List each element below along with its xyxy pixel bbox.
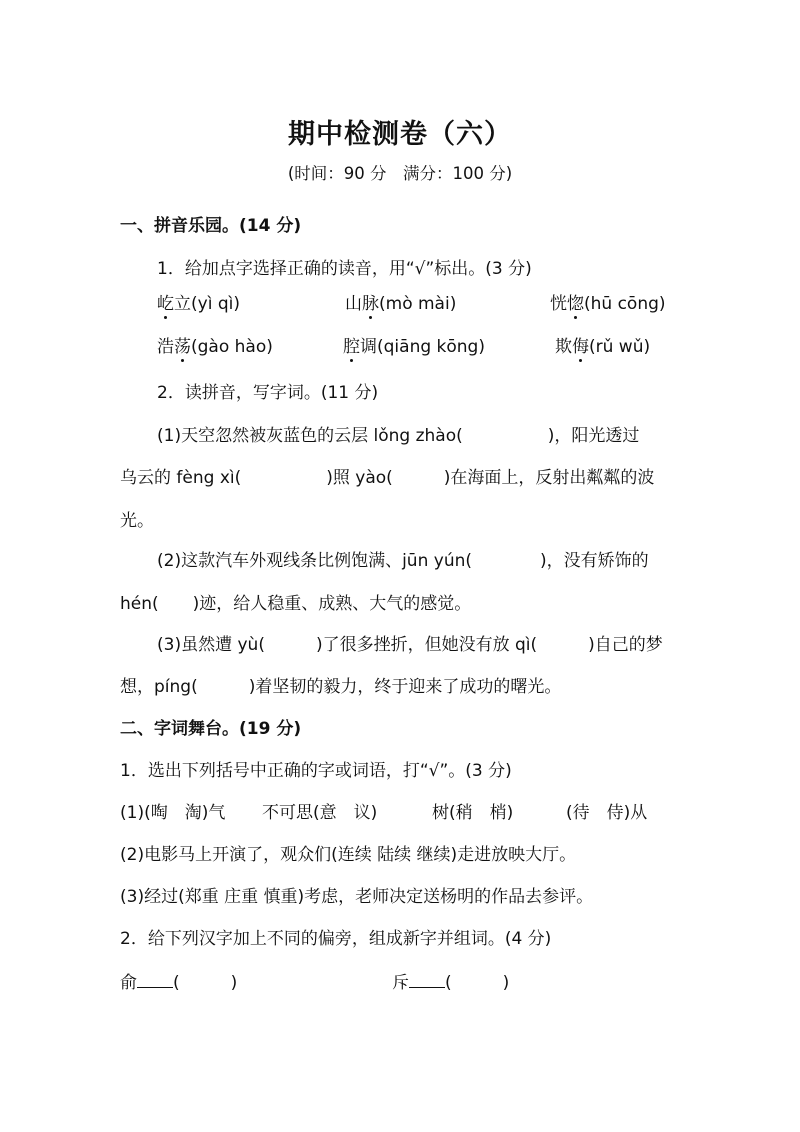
s2-q1-row3: (3)经过(郑重 庄重 慎重)考虑，老师决定送杨明的作品去参评。 xyxy=(120,887,594,907)
pinyin-options: (yì qì) xyxy=(191,294,240,314)
s1-q2-p3-line1: (3)虽然遭 yù( )了很多挫折，但她没有放 qì( )自己的梦 xyxy=(157,635,663,655)
dotted-char: 脉 xyxy=(362,294,379,314)
pinyin-item-1: 屹立(yì qì) xyxy=(157,294,240,314)
pinyin-item-5: 腔调(qiāng kōng) xyxy=(343,337,485,357)
pinyin-options: (rǔ wǔ) xyxy=(589,337,651,357)
s2-q1-item-1: (1)(啕 淘)气 xyxy=(120,803,226,823)
s2-q1-prompt: 1．选出下列括号中正确的字或词语，打“√”。(3 分) xyxy=(120,761,512,781)
pinyin-item-4: 浩荡(gào hào) xyxy=(157,337,273,357)
s2-q1-item-3: 树(稍 梢) xyxy=(432,803,514,823)
s1-q2-p3-line2: 想，píng( )着坚韧的毅力，终于迎来了成功的曙光。 xyxy=(120,677,562,697)
pinyin-options: (hū cōng) xyxy=(584,294,666,314)
dotted-char: 惚 xyxy=(567,294,584,314)
s1-q2-p2-line2: hén( )迹，给人稳重、成熟、大气的感觉。 xyxy=(120,594,472,614)
s1-q2-p1-line1: (1)天空忽然被灰蓝色的云层 lǒng zhào( )，阳光透过 xyxy=(157,426,640,446)
dotted-char: 荡 xyxy=(174,337,191,357)
exam-subtitle: (时间：90 分 满分：100 分) xyxy=(287,164,513,183)
radical-item-1: 俞 ( ) xyxy=(120,969,237,995)
s2-q1-item-4: (待 侍)从 xyxy=(566,803,648,823)
exam-title: 期中检测卷（六） xyxy=(288,119,512,150)
s2-q2-prompt: 2．给下列汉字加上不同的偏旁，组成新字并组词。(4 分) xyxy=(120,929,552,949)
s2-q1-item-2: 不可思(意 议) xyxy=(262,803,378,823)
dotted-char: 腔 xyxy=(343,337,360,357)
pinyin-item-2: 山脉(mò mài) xyxy=(345,294,457,314)
dotted-char: 屹 xyxy=(157,294,174,314)
answer-blank[interactable] xyxy=(137,969,173,988)
pinyin-item-6: 欺侮(rǔ wǔ) xyxy=(555,337,651,357)
s1-q1-prompt: 1．给加点字选择正确的读音，用“√”标出。(3 分) xyxy=(157,259,532,279)
s2-q1-row2: (2)电影马上开演了，观众们(连续 陆续 继续)走进放映大厅。 xyxy=(120,845,577,865)
dotted-char: 侮 xyxy=(572,337,589,357)
pinyin-item-3: 恍惚(hū cōng) xyxy=(550,294,666,314)
radical-item-2: 斥 ( ) xyxy=(392,969,509,995)
s1-q2-p2-line1: (2)这款汽车外观线条比例饱满、jūn yún( )，没有矫饰的 xyxy=(157,551,649,571)
s1-q2-p1-line2: 乌云的 fèng xì( )照 yào( )在海面上，反射出粼粼的波 xyxy=(120,468,655,488)
pinyin-options: (gào hào) xyxy=(191,337,273,357)
section-1-heading: 一、拼音乐园。(14 分) xyxy=(120,216,302,236)
pinyin-options: (qiāng kōng) xyxy=(377,337,485,357)
s1-q2-prompt: 2．读拼音，写字词。(11 分) xyxy=(157,383,379,403)
section-2-heading: 二、字词舞台。(19 分) xyxy=(120,719,302,739)
pinyin-options: (mò mài) xyxy=(379,294,457,314)
answer-blank[interactable] xyxy=(409,969,445,988)
s1-q2-p1-line3: 光。 xyxy=(120,511,154,531)
